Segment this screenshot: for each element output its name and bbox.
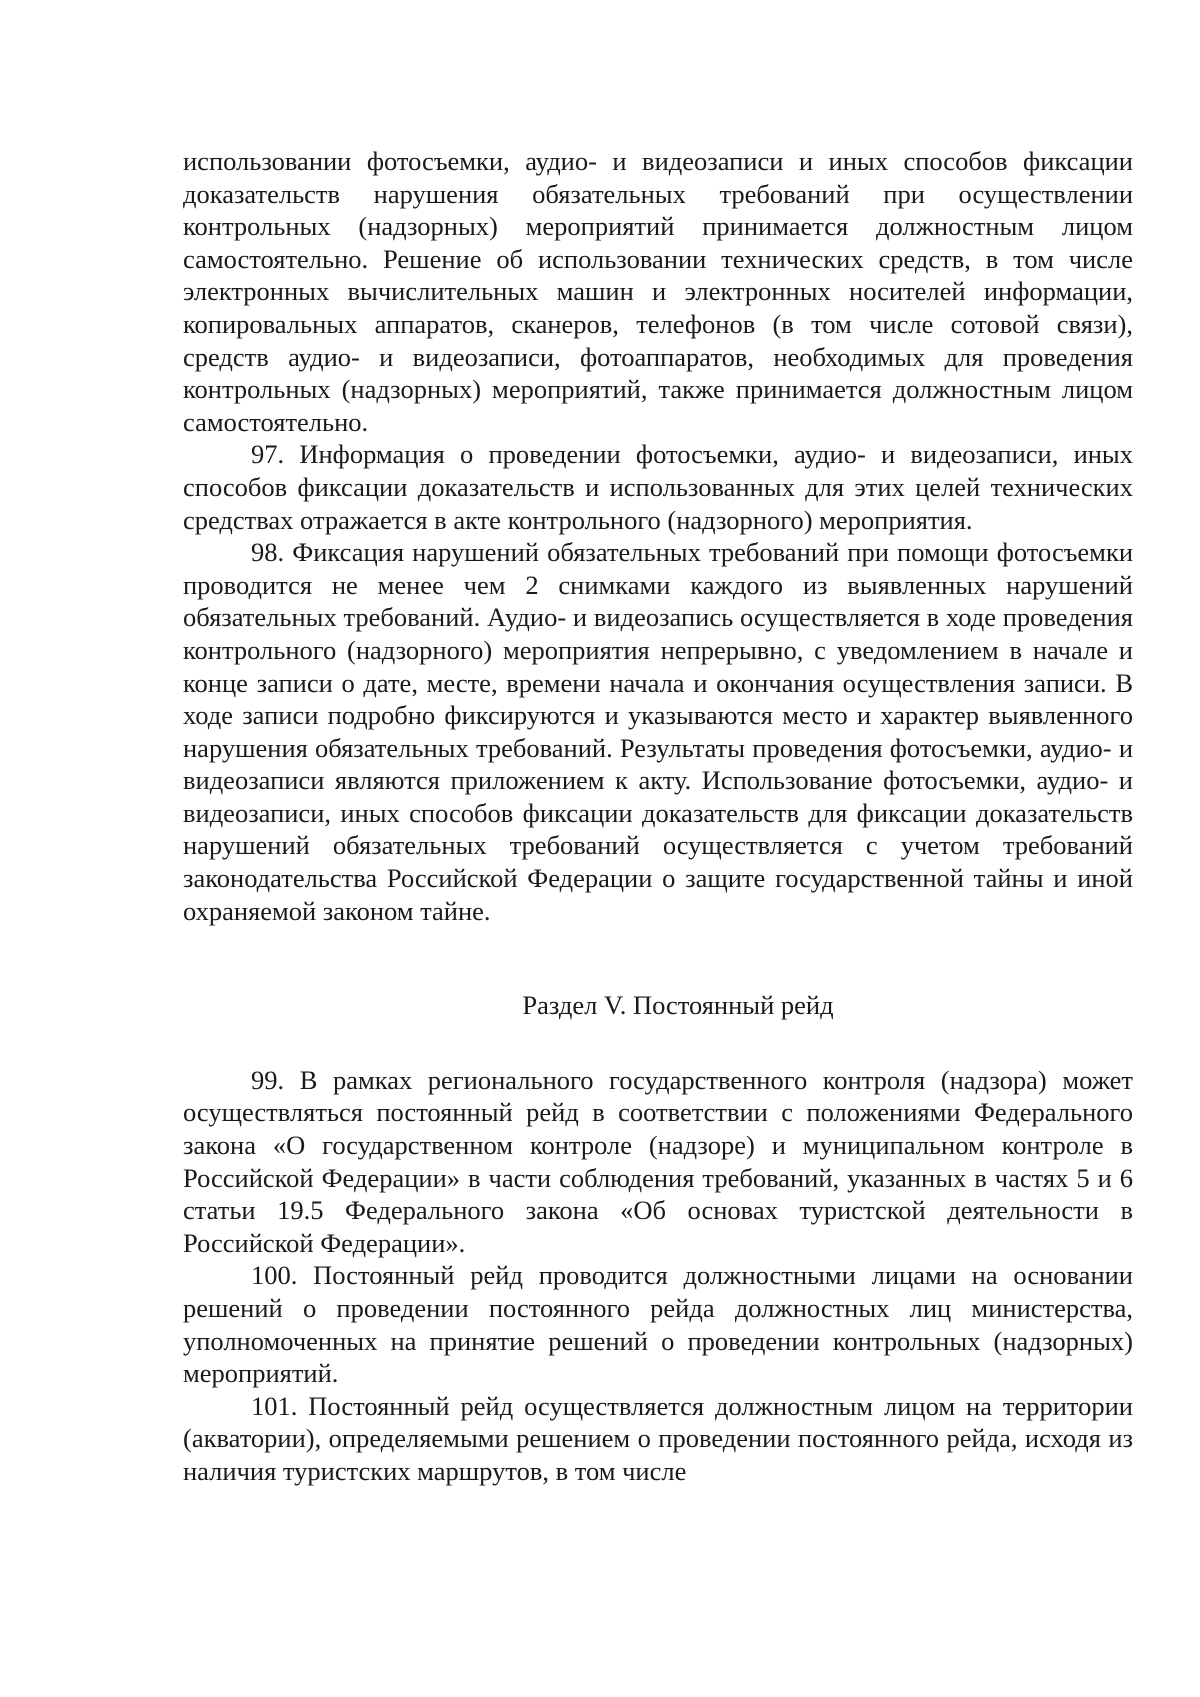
paragraph-continuation: использовании фотосъемки, аудио- и видеозаписи и иных способов фиксации доказательств нарушения обязательных требований при осуществлении контрольных (надзорных) мероприятий принимается должностным лицом самостоятельно. Решение об использовании технических средств, в том числе электронных вычислительных машин и электронных носителей информации, копировальных аппаратов, сканеров, телефонов (в том числе сотовой связи), средств аудио- и видеозаписи, фотоаппаратов, необходимых для проведения контрольных (надзорных) мероприятий, также принимается должностным лицом самостоятельно. — [183, 146, 1133, 437]
document-body — [183, 145, 1133, 1488]
paragraph-98: 98. Фиксация нарушений обязательных требований при помощи фотосъемки проводится не менее чем 2 снимками каждого из выявленных нарушений обязательных требований. Аудио- и видеозапись осуществляется в ходе проведения контрольного (надзорного) мероприятия непрерывно, с уведомлением в начале и конце записи о дате, месте, времени начала и окончания осуществления записи. В ходе записи подробно фиксируются и указываются место и характер выявленного нарушения обязательных требований. Результаты проведения фотосъемки, аудио- и видеозаписи являются приложением к акту. Использование фотосъемки, аудио- и видеозаписи, иных способов фиксации доказательств для фиксации доказательств нарушений обязательных требований осуществляется с учетом требований законодательства Российской Федерации о защите государственной тайны и иной охраняемой законом тайне. — [183, 537, 1133, 926]
section-title: Раздел V. Постоянный рейд — [522, 990, 834, 1021]
paragraph-101: 101. Постоянный рейд осуществляется должностным лицом на территории (акватории), определяемыми решением о проведении постоянного рейда, исходя из наличия туристских маршрутов, в том числе — [183, 1390, 1133, 1486]
paragraph-100: 100. Постоянный рейд проводится должностными лицами на основании решений о проведении постоянного рейда должностных лиц министерства, уполномоченных на принятие решений о проведении контрольных (надзорных) мероприятий. — [183, 1260, 1133, 1389]
paragraph-97: 97. Информация о проведении фотосъемки, аудио- и видеозаписи, иных способов фиксации доказательств и использованных для этих целей технических средствах отражается в акте контрольного (надзорного) мероприятия. — [183, 439, 1133, 535]
paragraph-99: 99. В рамках регионального государственного контроля (надзора) может осуществляться постоянный рейд в соответствии с положениями Федерального закона «О государственном контроле (надзоре) и муниципальном контроле в Российской Федерации» в части соблюдения требований, указанных в частях 5 и 6 статьи 19.5 Федерального закона «Об основах туристской деятельности в Российской Федерации». — [183, 1064, 1133, 1258]
